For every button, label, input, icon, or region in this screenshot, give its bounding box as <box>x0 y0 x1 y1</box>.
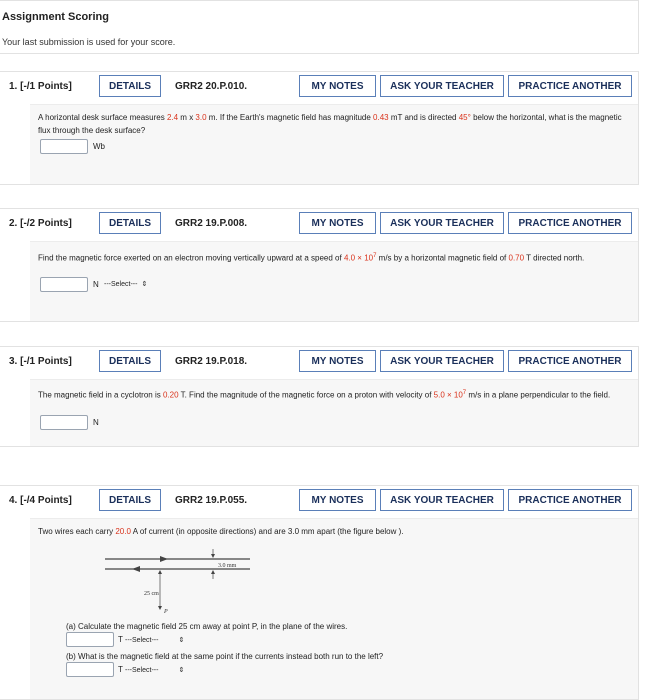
question-text: A horizontal desk surface measures 2.4 m x 3.0 m. If the Earth's magnetic field has magnitude 0.43 mT and is directed 45° below the horizontal, what is the magnetic flux through the desk surface? <box>38 113 622 135</box>
details-button[interactable]: DETAILS <box>99 75 161 97</box>
direction-select[interactable]: ---Select--- ⇕ <box>104 280 148 288</box>
practice-another-button[interactable]: PRACTICE ANOTHER <box>508 489 632 511</box>
part-a-answer-input[interactable] <box>66 632 114 647</box>
my-notes-button[interactable]: MY NOTES <box>299 75 376 97</box>
practice-another-button[interactable]: PRACTICE ANOTHER <box>508 350 632 372</box>
details-button[interactable]: DETAILS <box>99 350 161 372</box>
my-notes-button[interactable]: MY NOTES <box>299 350 376 372</box>
part-b-text: (b) What is the magnetic field at the same point if the currents instead both run to the left? <box>66 652 384 661</box>
question-label: 1. [-/1 Points] <box>9 81 72 92</box>
question-label: 3. [-/1 Points] <box>9 356 72 367</box>
distance-label: 25 cm <box>144 591 159 597</box>
unit-label: T <box>118 665 123 674</box>
question-1 <box>0 71 639 185</box>
question-header <box>0 347 638 377</box>
answer-input[interactable] <box>40 277 88 292</box>
ask-teacher-button[interactable]: ASK YOUR TEACHER <box>380 75 504 97</box>
ask-teacher-button[interactable]: ASK YOUR TEACHER <box>380 350 504 372</box>
question-2 <box>0 208 639 322</box>
practice-another-button[interactable]: PRACTICE ANOTHER <box>508 212 632 234</box>
question-code: GRR2 19.P.018. <box>175 356 248 367</box>
question-header <box>0 209 638 239</box>
question-header <box>0 486 638 516</box>
question-3 <box>0 346 639 447</box>
scoring-note: Your last submission is used for your score. <box>2 37 176 47</box>
question-body <box>30 379 638 446</box>
my-notes-button[interactable]: MY NOTES <box>299 489 376 511</box>
page-title: Assignment Scoring <box>2 11 109 23</box>
select-chevron-icon: ⇕ <box>178 667 185 674</box>
unit-label: Wb <box>93 142 105 151</box>
question-4 <box>0 485 639 700</box>
details-button[interactable]: DETAILS <box>99 212 161 234</box>
question-body <box>30 241 638 321</box>
part-a-text: (a) Calculate the magnetic field 25 cm away at point P, in the plane of the wires. <box>66 622 348 631</box>
answer-input[interactable] <box>40 415 88 430</box>
question-label: 2. [-/2 Points] <box>9 218 72 229</box>
select-chevron-icon: ⇕ <box>178 637 185 644</box>
point-label: P <box>164 609 168 615</box>
unit-label: N <box>93 418 99 427</box>
unit-label: N <box>93 280 99 289</box>
ask-teacher-button[interactable]: ASK YOUR TEACHER <box>380 212 504 234</box>
practice-another-button[interactable]: PRACTICE ANOTHER <box>508 75 632 97</box>
question-text: The magnetic field in a cyclotron is 0.20 T. Find the magnitude of the magnetic force on a proton with velocity of $5.0 \times 10^7$ m/s in a plane perpendicular to the field. <box>38 390 611 400</box>
question-body <box>30 104 638 184</box>
question-header <box>0 72 638 102</box>
question-text: Two wires each carry 20.0 A of current (in opposite directions) and are 3.0 mm apart (the figure below ). <box>38 527 404 536</box>
question-body <box>30 518 638 699</box>
separation-label: 3.0 mm <box>218 563 237 569</box>
part-b-answer-input[interactable] <box>66 662 114 677</box>
select-chevron-icon: ⇕ <box>141 281 148 288</box>
answer-input[interactable] <box>40 139 88 154</box>
question-label: 4. [-/4 Points] <box>9 495 72 506</box>
assignment-scoring-panel <box>0 0 639 54</box>
unit-label: T <box>118 635 123 644</box>
question-text: Find the magnetic force exerted on an electron moving vertically upward at a speed of $4.0 \times 10^7$ m/s by a horizontal magnetic field of 0.70 T directed north. <box>38 253 585 263</box>
question-code: GRR2 19.P.008. <box>175 218 248 229</box>
my-notes-button[interactable]: MY NOTES <box>299 212 376 234</box>
question-code: GRR2 19.P.055. <box>175 495 248 506</box>
part-b-direction-select[interactable]: ---Select--- ⇕ <box>125 666 185 674</box>
part-a-direction-select[interactable]: ---Select--- ⇕ <box>125 636 185 644</box>
question-code: GRR2 20.P.010. <box>175 81 248 92</box>
wires-figure <box>100 547 270 617</box>
details-button[interactable]: DETAILS <box>99 489 161 511</box>
ask-teacher-button[interactable]: ASK YOUR TEACHER <box>380 489 504 511</box>
